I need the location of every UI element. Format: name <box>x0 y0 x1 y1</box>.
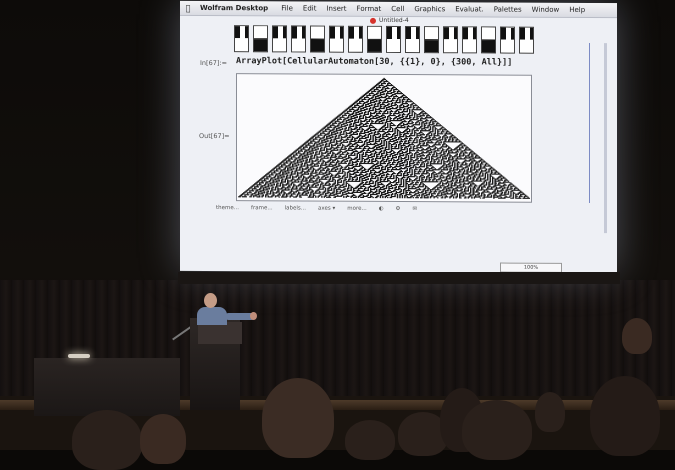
automaton-cells <box>238 77 530 199</box>
ca-cell-run <box>404 197 405 198</box>
toolbar-theme[interactable]: theme... <box>216 205 240 212</box>
ca-cell-run <box>471 197 472 198</box>
rule-icon <box>519 27 534 54</box>
ca-cell-run <box>324 197 325 198</box>
audience-head <box>590 376 660 456</box>
cellular-automaton-plot <box>237 74 531 202</box>
comment-icon[interactable]: ✉ <box>412 206 418 213</box>
side-table <box>34 358 180 416</box>
rule-icon <box>481 26 496 53</box>
speaker-hand <box>250 312 257 320</box>
ca-cell-run <box>352 192 362 193</box>
ca-cell-run <box>474 197 475 198</box>
audience-head <box>262 378 334 458</box>
toolbar-more[interactable]: more... <box>347 205 367 212</box>
ca-cell-run <box>257 196 261 197</box>
speaker-head <box>204 293 217 308</box>
zoom-indicator[interactable]: 100% <box>500 263 562 273</box>
ca-cell-run <box>424 197 429 198</box>
ca-cell-run <box>389 197 392 198</box>
settings-icon[interactable]: ⚙ <box>395 205 401 213</box>
menu-graphics[interactable]: Graphics <box>414 5 446 14</box>
ca-cell-run <box>333 197 336 198</box>
ca-cell-run <box>346 181 361 182</box>
projection-screen <box>180 1 617 273</box>
ca-cell-run <box>437 197 438 198</box>
ca-cell-run <box>359 163 374 164</box>
ca-cell-run <box>411 109 422 110</box>
ca-cell-run <box>350 197 351 198</box>
ca-cell-run <box>343 197 344 198</box>
ca-cell-run <box>471 180 482 181</box>
ca-cell-run <box>358 197 359 198</box>
ca-cell-run <box>415 197 419 198</box>
ca-cell-run <box>420 130 430 131</box>
rule-icon <box>253 25 268 52</box>
ca-cell-run <box>407 197 412 198</box>
ca-cell-run <box>444 197 445 198</box>
ca-cell-run <box>455 158 465 159</box>
ca-cell-run <box>372 197 373 198</box>
apple-icon[interactable] <box>180 3 196 12</box>
ca-cell-run <box>281 196 287 197</box>
window-titlebar <box>370 16 490 26</box>
ca-cell-run <box>249 196 252 197</box>
suggestions-toolbar <box>216 202 456 215</box>
array-plot-frame <box>236 73 532 203</box>
rule-icon <box>272 25 287 52</box>
ca-cell-run <box>346 197 347 198</box>
audience-head <box>535 392 565 432</box>
rule-icon <box>386 26 401 53</box>
ca-cell-run <box>353 197 357 198</box>
ca-cell-run <box>360 197 364 198</box>
ca-cell-run <box>413 197 414 198</box>
close-icon[interactable] <box>370 17 376 23</box>
menu-file[interactable]: File <box>281 4 293 13</box>
audience-head <box>345 420 395 460</box>
cell-bracket[interactable] <box>583 43 590 203</box>
ca-cell-run <box>370 123 384 124</box>
audience-head <box>462 400 532 460</box>
ca-cell-run <box>498 198 506 199</box>
ca-cell-run <box>464 197 467 198</box>
vertical-scrollbar[interactable] <box>604 43 607 233</box>
ca-cell-run <box>268 196 273 197</box>
ca-cell-run <box>480 197 481 198</box>
ca-cell-run <box>441 197 444 198</box>
ca-cell-run <box>253 196 254 197</box>
rule-icons-strip <box>234 25 534 54</box>
ca-cell-run <box>308 197 314 198</box>
ca-cell-run <box>275 196 276 197</box>
audience-head <box>622 318 652 354</box>
ca-cell-run <box>449 197 450 198</box>
ca-cell-run <box>455 197 456 198</box>
rule-icon <box>405 26 420 53</box>
menu-window[interactable]: Window <box>531 5 560 14</box>
ca-cell-run <box>515 198 521 199</box>
toolbar-axes[interactable]: axes ▾ <box>318 205 336 212</box>
ca-cell-run <box>397 197 398 198</box>
ca-cell-run <box>261 196 262 197</box>
window-title: Untitled-4 <box>379 16 409 25</box>
ca-cell-run <box>482 197 485 198</box>
ca-cell-run <box>430 197 431 198</box>
input-label: In[67]:= <box>200 58 228 68</box>
ca-cell-run <box>299 196 302 197</box>
ca-cell-run <box>382 197 383 198</box>
ca-cell-run <box>459 197 462 198</box>
ca-cell-run <box>318 197 319 198</box>
screen-frame-bottom <box>178 272 620 284</box>
reading-lamp <box>68 354 90 358</box>
ca-cell-run <box>402 197 403 198</box>
toolbar-labels[interactable]: labels... <box>284 205 306 212</box>
output-label: Out[67]= <box>199 131 230 141</box>
ca-cell-run <box>522 198 530 199</box>
ca-cell-run <box>293 196 297 197</box>
input-code[interactable]: ArrayPlot[CellularAutomaton[30, {{1}, 0}, {300, All}]] <box>236 56 513 68</box>
podium-top <box>198 322 242 344</box>
menu-evaluation[interactable]: Evaluat. <box>455 5 484 14</box>
ca-cell-run <box>289 196 290 197</box>
ca-cell-run <box>490 173 501 174</box>
menu-palettes[interactable]: Palettes <box>493 5 522 14</box>
ca-cell-run <box>510 198 514 199</box>
ca-cell-run <box>453 197 454 198</box>
menu-cell[interactable]: Cell <box>391 4 405 14</box>
ca-cell-run <box>315 197 316 198</box>
ca-cell-run <box>375 197 378 198</box>
ca-cell-run <box>389 120 401 121</box>
ca-cell-run <box>391 169 401 170</box>
rule-icon <box>348 26 363 53</box>
ca-cell-run <box>321 197 322 198</box>
menu-edit[interactable]: Edit <box>302 4 317 13</box>
ca-cell-run <box>278 196 279 197</box>
rule-icon <box>234 25 249 52</box>
rule-icon <box>424 26 439 53</box>
ca-cell-run <box>468 197 469 198</box>
ca-cell-run <box>326 197 331 198</box>
ca-cell-run <box>387 197 388 198</box>
ca-cell-run <box>399 197 400 198</box>
app-name[interactable]: Wolfram Desktop <box>200 3 269 13</box>
audience-head <box>140 414 186 464</box>
ca-cell-run <box>368 197 372 198</box>
ca-cell-run <box>265 196 266 197</box>
rule-icon <box>500 27 515 54</box>
rule-icon <box>310 26 325 53</box>
rule-icon <box>443 26 458 53</box>
rule-icon <box>367 26 382 53</box>
ca-cell-run <box>443 141 462 142</box>
ca-cell-run <box>493 197 494 198</box>
speaker-torso <box>197 307 227 325</box>
ca-cell-run <box>385 197 386 198</box>
toolbar-frame[interactable]: frame... <box>251 205 273 212</box>
ca-cell-run <box>396 127 406 128</box>
menu-insert[interactable]: Insert <box>326 4 347 13</box>
ca-cell-run <box>238 196 241 197</box>
rule-icon <box>462 26 477 53</box>
ca-cell-run <box>430 163 442 164</box>
ca-cell-run <box>242 196 247 197</box>
rule-icon <box>291 25 306 52</box>
rule-icon <box>329 26 344 53</box>
palette-icon[interactable]: ◐ <box>378 205 384 212</box>
ca-cell-run <box>380 197 381 198</box>
ca-cell-run <box>421 181 438 182</box>
menu-help[interactable]: Help <box>569 5 586 14</box>
audience-head <box>72 410 142 470</box>
menu-format[interactable]: Format <box>356 4 382 13</box>
ca-cell-run <box>420 197 423 198</box>
ca-cell-run <box>433 197 434 198</box>
